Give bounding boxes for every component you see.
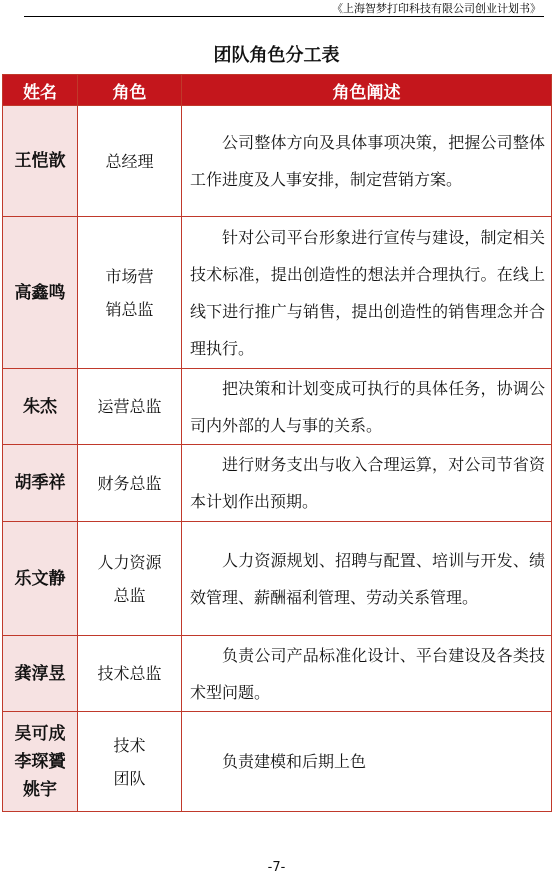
role-line: 团队 [113,768,146,788]
member-name: 乐文静 [3,522,78,636]
member-role [78,217,182,369]
role-description: 进行财务支出与收入合理运算，对公司节省资本计划作出预期。 [182,445,552,522]
member-name: 王恺歆 [3,106,78,217]
role-line: 人力资源 [97,552,162,572]
table-header-row [3,75,552,106]
role-line: 总监 [113,585,146,605]
role-description: 针对公司平台形象进行宣传与建设，制定相关技术标准，提出创造性的想法并合理执行。在线上线下进行推广与销售，提出创造性的销售理念并合理执行。 [182,217,552,369]
member-role [78,712,182,812]
role-description: 把决策和计划变成可执行的具体任务，协调公司内外部的人与事的关系。 [182,369,552,445]
member-name: 吴可成 [14,723,66,744]
member-name: 李琛贇 [14,751,66,772]
table-row [3,369,552,445]
role-description: 负责公司产品标准化设计、平台建设及各类技术型问题。 [182,636,552,712]
member-name: 高鑫鸣 [3,217,78,369]
role-description: 人力资源规划、招聘与配置、培训与开发、绩效管理、薪酬福利管理、劳动关系管理。 [182,522,552,636]
table-row [3,712,552,812]
role-line: 销总监 [105,299,154,319]
role-description: 负责建模和后期上色 [182,712,552,812]
role-line: 运营总监 [97,397,162,416]
role-line: 财务总监 [97,473,162,493]
table-row [3,522,552,636]
member-name: 胡季祥 [3,445,78,522]
table-row [3,636,552,712]
column-header-description: 角色阐述 [182,75,552,106]
column-header-name: 姓名 [3,75,78,106]
member-name: 姚宇 [23,779,57,800]
role-line: 总经理 [105,151,154,171]
member-role [78,106,182,217]
member-names [3,712,78,812]
member-role [78,636,182,712]
table-title: 团队角色分工表 [213,45,340,66]
role-line: 市场营 [105,266,154,286]
member-role [78,369,182,445]
role-line: 技术总监 [97,664,162,683]
header-rule [24,16,544,17]
table-row [3,445,552,522]
member-name: 朱杰 [3,369,78,445]
table-row [3,106,552,217]
page-number: -7- [267,860,286,875]
role-line: 技术 [113,735,146,755]
member-role [78,445,182,522]
table-row [3,217,552,369]
role-description: 公司整体方向及具体事项决策，把握公司整体工作进度及人事安排，制定营销方案。 [182,106,552,217]
running-header: 《上海智梦打印科技有限公司创业计划书》 [332,2,541,15]
team-roles-table [2,74,552,812]
member-role [78,522,182,636]
column-header-role: 角色 [78,75,182,106]
member-name: 龚淳昱 [3,636,78,712]
